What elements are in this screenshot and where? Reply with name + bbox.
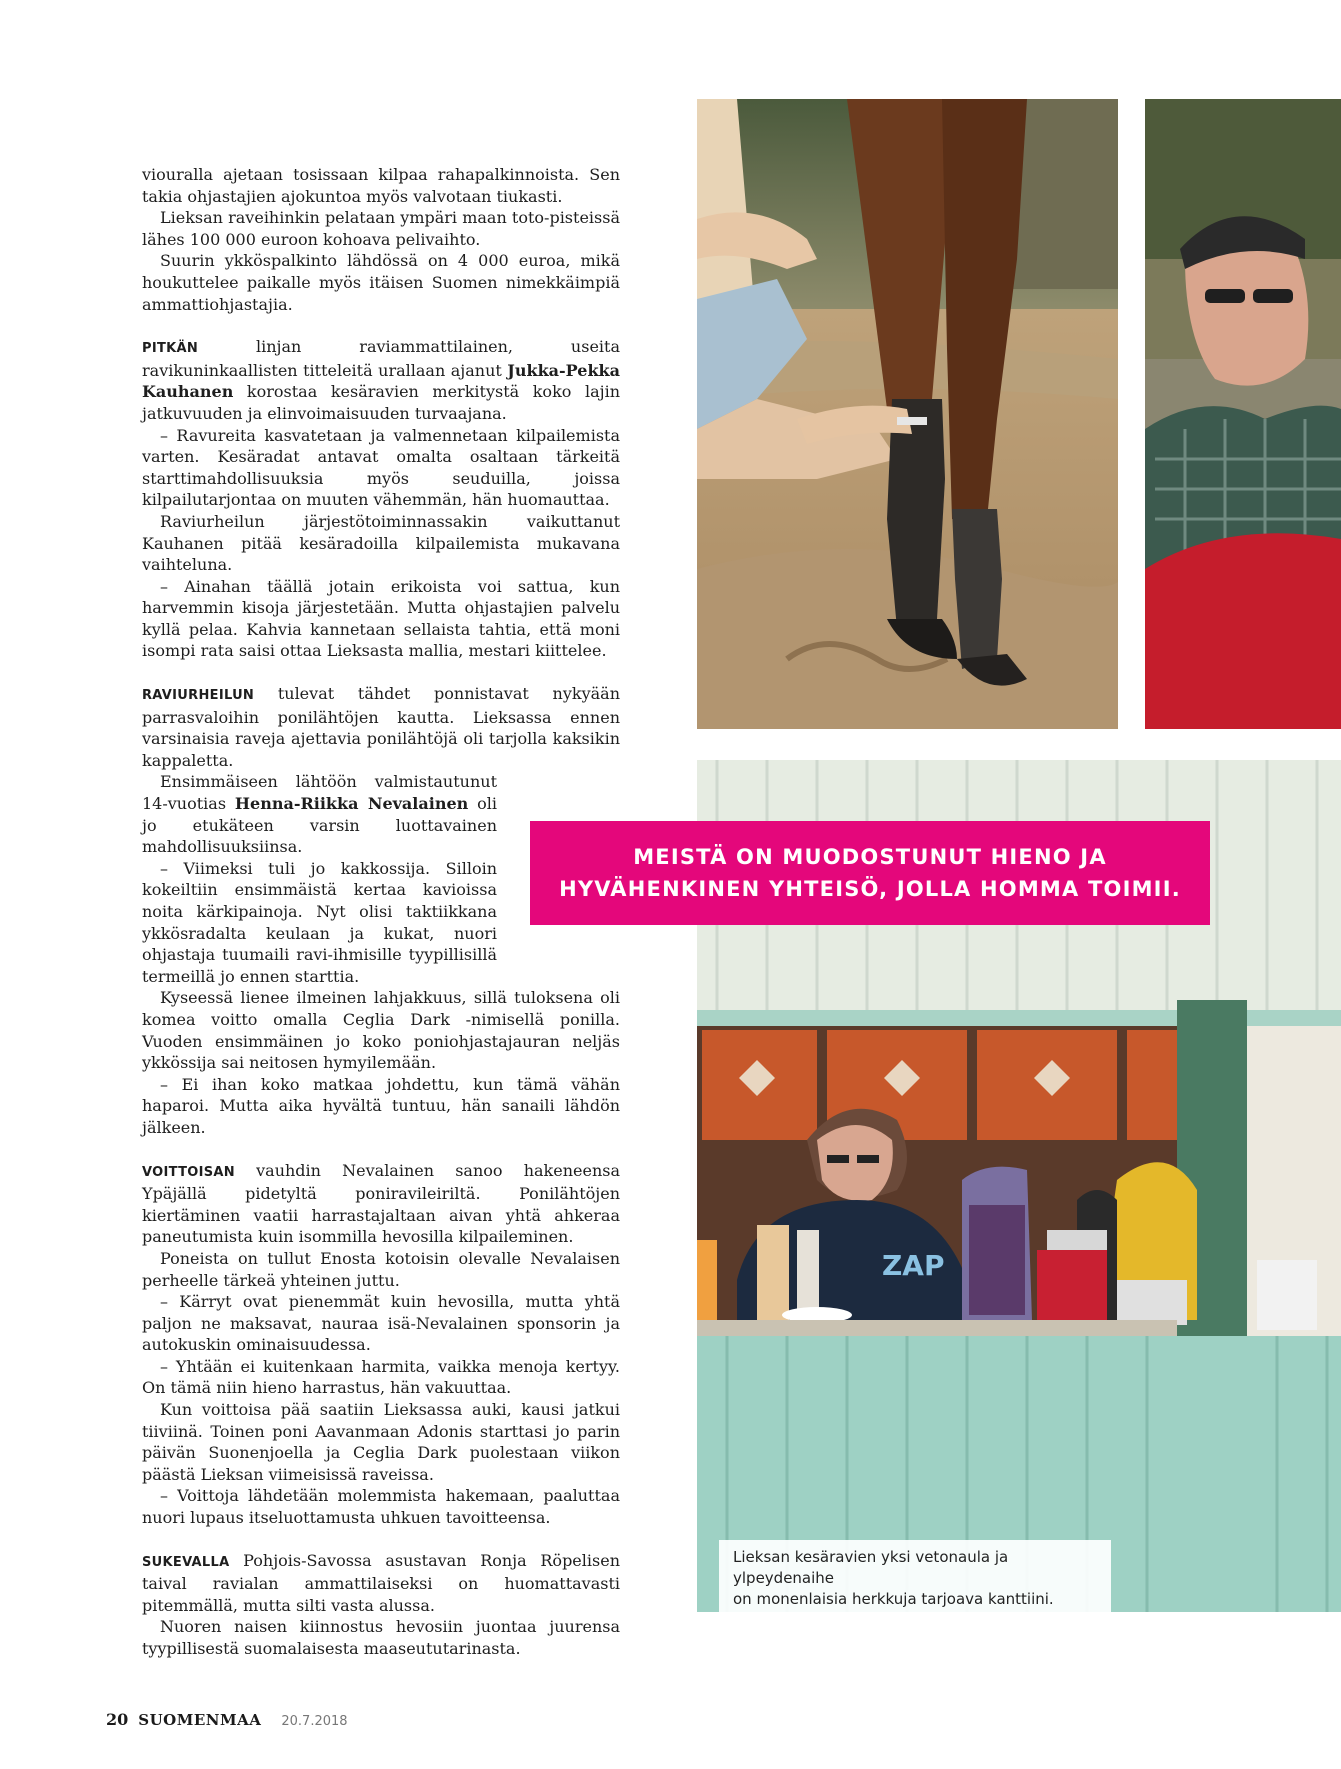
pull-quote-line: MEISTÄ ON MUODOSTUNUT HIENO JA bbox=[633, 845, 1107, 869]
paragraph: Kyseessä lienee ilmeinen lahjakkuus, sillä tuloksena oli komea voitto omalla Ceglia Dark -nimisellä ponilla. Vuoden ensimmäinen jo koko poniohjastajauran neljäs ykkössija sai neitosen hymyilemään. bbox=[142, 988, 620, 1073]
paragraph: Suurin ykköspalkinto lähdössä on 4 000 euroa, mikä houkuttelee paikalle myös itäisen Suomen nimekkäimpiä ammattiohjastajia. bbox=[142, 251, 620, 314]
section-paragraph: RAVIURHEILUN tulevat tähdet ponnistavat nykyään parrasvaloihin ponilähtöjen kautta. Lieksassa ennen varsinaisia raveja ajettavia ponilähtöjä oli tarjolla kaksikin kappaletta. bbox=[142, 684, 620, 770]
caption-line: Lieksan kesäravien yksi vetonaula ja ylpeydenaihe bbox=[733, 1548, 1009, 1587]
person-name: Jukka-Pekka Kauhanen bbox=[142, 360, 620, 402]
paragraph: Poneista on tullut Enosta kotoisin olevalle Nevalaisen perheelle tärkeä yhteinen juttu. bbox=[142, 1248, 620, 1290]
paragraph: – Kärryt ovat pienemmät kuin hevosilla, mutta yhtä paljon ne maksavat, nauraa isä-Nevalainen sponsorin ja autokuskin ominaisuudessa. bbox=[142, 1292, 620, 1355]
paragraph: Lieksan raveihinkin pelataan ympäri maan toto-pisteissä lähes 100 000 euroon kohoava pelivaihto. bbox=[142, 208, 620, 249]
horse-leg-photo bbox=[697, 99, 1118, 729]
paragraph: – Yhtään ei kuitenkaan harmita, vaikka menoja kertyy. On tämä niin hieno harrastus, hän vakuuttaa. bbox=[142, 1356, 620, 1398]
pull-quote-line: HYVÄHENKINEN YHTEISÖ, JOLLA HOMMA TOIMII. bbox=[559, 877, 1181, 901]
photo-caption bbox=[719, 1540, 1111, 1620]
horse-leg-illustration bbox=[697, 99, 1118, 729]
paragraph: Nuoren naisen kiinnostus hevosiin juontaa juurensa tyypillisestä suomalaisesta maaseututarinasta. bbox=[142, 1617, 620, 1658]
pull-quote bbox=[530, 821, 1210, 925]
page-number: 20 bbox=[106, 1710, 129, 1729]
man-photo bbox=[1145, 99, 1341, 729]
paragraph: Raviurheilun järjestötoiminnassakin vaikuttanut Kauhanen pitää kesäradoilla kilpailemista mukavana vaihteluna. bbox=[142, 511, 620, 575]
paragraph: – Voittoja lähdetään molemmista hakemaan, paaluttaa nuori lupaus itseluottamusta uhkuen tavoitteensa. bbox=[142, 1486, 620, 1528]
paragraph: viouralla ajetaan tosissaan kilpaa rahapalkinnoista. Sen takia ohjastajien ajokuntoa myös valvotaan tiukasti. bbox=[142, 165, 620, 206]
paragraph: – Viimeksi tuli jo kakkossija. Silloin kokeiltiin ensimmäistä kertaa kavioissa noita kärkipainoja. Nyt olisi taktiikkana ykkösradalta keulaan ja kukat, nuori ohjastaja tuumaili ravi-ihmisille tyypillisillä termeillä jo ennen starttia. bbox=[142, 858, 497, 986]
section-lead-word: RAVIURHEILUN bbox=[142, 688, 255, 704]
person-name: Henna-Riikka Nevalainen bbox=[234, 794, 469, 814]
issue-date: 20.7.2018 bbox=[281, 1714, 348, 1729]
section-lead-word: PITKÄN bbox=[142, 341, 199, 357]
paragraph: – Ainahan täällä jotain erikoista voi sattua, kun harvemmin kisoja järjestetään. Mutta ohjastajien palvelu kyllä pelaa. Kahvia kannetaan sellaista tahtia, että moni isompi rata saisi ottaa Lieksasta mallia, mestari kiittelee. bbox=[142, 576, 620, 661]
paragraph: Kun voittoisa pää saatiin Lieksassa auki, kausi jatkui tiiviinä. Toinen poni Aavanmaan Adonis starttasi jo parin päivän Suonenjoella ja Ceglia Dark puolestaan viikon päästä Lieksan viimeisissä raveissa. bbox=[142, 1400, 620, 1484]
magazine-name: SUOMENMAA bbox=[138, 1711, 262, 1729]
section-lead-word: SUKEVALLA bbox=[142, 1554, 230, 1570]
section-lead-word: VOITTOISAN bbox=[142, 1164, 235, 1180]
page-footer bbox=[106, 1710, 348, 1730]
paragraph: – Ravureita kasvatetaan ja valmennetaan kilpailemista varten. Kesäradat antavat omalta osaltaan tärkeitä starttimahdollisuuksia myös seuduilla, joissa kilpailutarjontaa on muuten vähemmän, hän huomauttaa. bbox=[142, 425, 620, 510]
section-paragraph: PITKÄN linjan raviammattilainen, useita ravikuninkaallisten titteleitä urallaan ajanut Jukka-Pekka Kauhanen korostaa kesäravien merkitystä koko lajin jatkuvuuden ja elinvoimaisuuden turvaajana. bbox=[142, 337, 620, 423]
caption-line: on monenlaisia herkkuja tarjoava kanttiini. bbox=[733, 1590, 1054, 1608]
paragraph: – Ei ihan koko matkaa johdettu, kun tämä vähän haparoi. Mutta aika hyvältä tuntuu, hän sanaili lähdön jälkeen. bbox=[142, 1074, 620, 1137]
cap-brand-text: ZAP bbox=[882, 1249, 945, 1282]
section-paragraph: VOITTOISAN vauhdin Nevalainen sanoo hakeneensa Ypäjällä pidetyltä poniravileiriltä. Ponilähtöjen kiertäminen vaatii harrastajaltaan aivan yhtä ahkeraa paneutumista kuin isommilla hevosilla kilpaileminen. bbox=[142, 1160, 620, 1247]
section-paragraph: SUKEVALLA Pohjois-Savossa asustavan Ronja Röpelisen taival ravialan ammattilaiseksi on huomattavasti pitemmällä, mutta silti vasta alussa. bbox=[142, 1550, 620, 1615]
paragraph: Ensimmäiseen lähtöön valmistautunut 14-vuotias Henna-Riikka Nevalainen oli jo etukäteen varsin luottavainen mahdollisuuksiinsa. bbox=[142, 772, 497, 857]
man-with-cap-illustration bbox=[1145, 99, 1341, 729]
